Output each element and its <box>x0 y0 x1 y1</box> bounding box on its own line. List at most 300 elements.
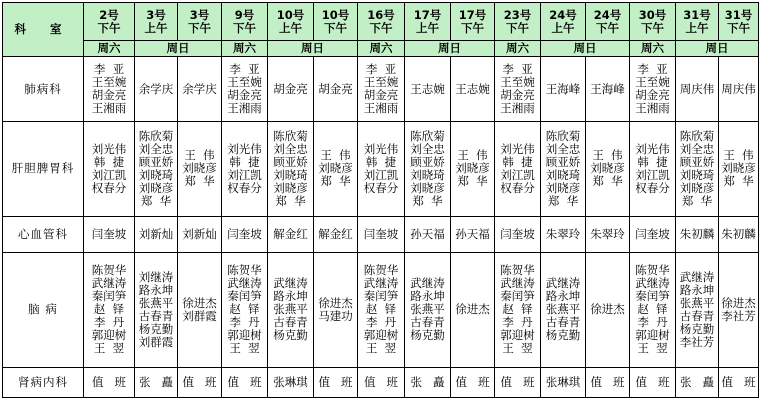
slot-header <box>222 3 268 41</box>
doctor-name: 王湘雨 <box>91 101 127 116</box>
doctor-name: 顾亚娇 <box>410 154 445 169</box>
doctor-name: 郑 华 <box>457 174 488 189</box>
doctor-name: 李 丹 <box>229 315 260 330</box>
doctor-name: 刘全忠 <box>273 141 308 156</box>
slot-date: 3号 <box>146 7 166 22</box>
slot-header <box>495 3 541 41</box>
doctor-name: 刘晓彦 <box>545 180 581 195</box>
slot-half: 上午 <box>416 20 439 35</box>
doctor-name: 余学庆 <box>138 81 174 96</box>
doctor-name: 武继涛 <box>545 276 581 291</box>
duty-cell <box>358 367 405 397</box>
doctor-name: 刘江凯 <box>500 167 535 182</box>
doctor-name: 杨克勤 <box>410 328 445 343</box>
duty-cell <box>222 216 268 252</box>
duty-cell <box>719 216 759 252</box>
slot-header <box>178 3 222 41</box>
doctor-name: 胡金亮 <box>273 81 308 96</box>
duty-cell <box>84 121 135 216</box>
duty-cell <box>84 252 135 367</box>
doctor-name: 刘晓琦 <box>138 167 174 182</box>
slot-half: 下午 <box>369 20 393 35</box>
duty-cell <box>719 121 759 216</box>
slot-date: 17号 <box>458 7 487 22</box>
dept-row <box>3 121 759 216</box>
doctor-name: 刘晓彦 <box>679 180 715 195</box>
header-slot-row <box>3 3 759 41</box>
doctor-name: 刘晓琦 <box>273 167 308 182</box>
day-header: 周日 <box>676 41 759 57</box>
slot-date: 16号 <box>367 7 395 22</box>
doctor-name: 刘群霞 <box>182 308 217 323</box>
duty-cell <box>84 57 135 121</box>
doctor-name: 郑 华 <box>723 174 754 189</box>
duty-cell <box>676 121 719 216</box>
doctor-name: 陈贺华 <box>500 263 535 278</box>
doctor-name: 赵 铎 <box>229 302 260 317</box>
doctor-name: 刘江凯 <box>91 167 127 182</box>
slot-date: 2号 <box>99 7 119 22</box>
doctor-name: 刘晓彦 <box>182 161 217 176</box>
duty-cell <box>586 57 630 121</box>
doctor-name: 刘光伟 <box>363 141 399 156</box>
doctor-name: 值 班 <box>590 374 625 389</box>
doctor-name: 古春青 <box>138 308 174 323</box>
doctor-name: 刘晓琦 <box>410 167 445 182</box>
doctor-name: 王 伟 <box>592 148 623 163</box>
doctor-name: 古春青 <box>273 315 308 330</box>
slot-header <box>268 3 314 41</box>
slot-header <box>586 3 630 41</box>
doctor-name: 张 矗 <box>410 374 445 389</box>
doctor-name: 古春青 <box>545 315 581 330</box>
doctor-name: 郑 华 <box>184 174 215 189</box>
duty-cell <box>222 57 268 121</box>
doctor-name: 朱初麟 <box>721 226 756 241</box>
doctor-name: 郑 华 <box>547 193 579 208</box>
duty-cell <box>84 216 135 252</box>
slot-half: 上午 <box>279 20 302 35</box>
dept-name: 脑 病 <box>3 252 84 367</box>
duty-cell <box>314 216 358 252</box>
doctor-name: 李社芳 <box>721 308 756 323</box>
duty-cell <box>495 367 541 397</box>
doctor-name: 李 丹 <box>365 315 397 330</box>
doctor-name: 胡金亮 <box>227 88 262 103</box>
doctor-name: 刘群霞 <box>138 334 174 349</box>
day-header: 周日 <box>405 41 495 57</box>
doctor-name: 郭迎树 <box>227 328 262 343</box>
doctor-name: 值 班 <box>455 374 490 389</box>
doctor-name: 刘新灿 <box>138 226 174 241</box>
doctor-name: 郭迎树 <box>91 328 127 343</box>
doctor-name: 李 丹 <box>637 315 668 330</box>
doctor-name: 刘全忠 <box>679 141 715 156</box>
doctor-name: 王志婉 <box>410 81 445 96</box>
slot-date: 10号 <box>276 7 305 22</box>
duty-cell <box>135 57 178 121</box>
doctor-name: 刘光伟 <box>227 141 262 156</box>
doctor-name: 值 班 <box>182 374 217 389</box>
doctor-name: 李 亚 <box>229 62 260 77</box>
doctor-name: 权春分 <box>635 180 670 195</box>
doctor-name: 闫奎坡 <box>500 226 535 241</box>
doctor-name: 张琳琪 <box>545 374 581 389</box>
doctor-name: 韩 捷 <box>637 154 668 169</box>
dept-row <box>3 216 759 252</box>
slot-date: 31号 <box>683 7 711 22</box>
slot-half: 下午 <box>233 20 256 35</box>
doctor-name: 王 翌 <box>93 341 125 356</box>
slot-header <box>541 3 586 41</box>
duty-cell <box>268 367 314 397</box>
slot-header <box>405 3 451 41</box>
doctor-name: 胡金亮 <box>318 81 353 96</box>
duty-cell <box>451 121 495 216</box>
doctor-name: 闫奎坡 <box>227 226 262 241</box>
duty-cell <box>541 121 586 216</box>
duty-cell <box>586 121 630 216</box>
doctor-name: 刘光伟 <box>500 141 535 156</box>
duty-cell <box>541 57 586 121</box>
dept-name: 肾病内科 <box>3 367 84 397</box>
doctor-name: 王至婉 <box>635 75 670 90</box>
doctor-name: 杨克勤 <box>138 321 174 336</box>
doctor-name: 权春分 <box>91 180 127 195</box>
duty-cell <box>314 121 358 216</box>
duty-cell <box>314 252 358 367</box>
duty-cell <box>451 57 495 121</box>
duty-cell <box>135 367 178 397</box>
duty-cell <box>451 252 495 367</box>
day-header: 周六 <box>222 41 268 57</box>
doctor-name: 陈欣菊 <box>679 128 715 143</box>
doctor-name: 王 伟 <box>457 148 488 163</box>
duty-cell <box>268 121 314 216</box>
doctor-name: 徐进杰 <box>455 302 490 317</box>
duty-cell <box>719 252 759 367</box>
duty-cell <box>541 252 586 367</box>
doctor-name: 刘全忠 <box>545 141 581 156</box>
slot-header <box>630 3 676 41</box>
doctor-name: 王 伟 <box>723 148 754 163</box>
slot-date: 30号 <box>638 7 667 22</box>
doctor-name: 王 翌 <box>365 341 397 356</box>
duty-cell <box>135 252 178 367</box>
doctor-name: 刘江凯 <box>635 167 670 182</box>
dept-row <box>3 252 759 367</box>
doctor-name: 陈贺华 <box>635 263 670 278</box>
duty-cell <box>135 216 178 252</box>
day-header: 周日 <box>135 41 222 57</box>
slot-header <box>451 3 495 41</box>
doctor-name: 刘光伟 <box>91 141 127 156</box>
doctor-name: 李 丹 <box>93 315 125 330</box>
doctor-name: 刘全忠 <box>138 141 174 156</box>
slot-date: 9号 <box>234 7 255 22</box>
slot-half: 下午 <box>97 20 121 35</box>
slot-date: 10号 <box>321 7 350 22</box>
doctor-name: 张燕平 <box>273 302 308 317</box>
doctor-name: 权春分 <box>227 180 262 195</box>
doctor-name: 王 翌 <box>229 341 260 356</box>
duty-cell <box>676 57 719 121</box>
doctor-name: 郑 华 <box>320 174 351 189</box>
duty-cell <box>222 367 268 397</box>
doctor-name: 胡金亮 <box>500 88 535 103</box>
doctor-name: 刘晓彦 <box>138 180 174 195</box>
doctor-name: 解金红 <box>273 226 308 241</box>
duty-cell <box>358 252 405 367</box>
doctor-name: 孙天福 <box>410 226 445 241</box>
doctor-name: 刘晓彦 <box>410 180 445 195</box>
doctor-name: 李 亚 <box>93 62 125 77</box>
doctor-name: 郑 华 <box>412 193 443 208</box>
duty-cell <box>314 367 358 397</box>
slot-header <box>84 3 135 41</box>
duty-cell <box>268 252 314 367</box>
doctor-name: 徐进杰 <box>721 295 756 310</box>
doctor-name: 李 亚 <box>365 62 397 77</box>
doctor-name: 王湘雨 <box>227 101 262 116</box>
slot-header <box>676 3 719 41</box>
doctor-name: 武继涛 <box>273 276 308 291</box>
doctor-name: 陈欣菊 <box>138 128 174 143</box>
doctor-name: 周庆伟 <box>721 81 756 96</box>
doctor-name: 郑 华 <box>140 193 172 208</box>
duty-cell <box>586 252 630 367</box>
doctor-name: 朱翠玲 <box>545 226 581 241</box>
doctor-name: 杨克勤 <box>679 321 715 336</box>
duty-cell <box>178 57 222 121</box>
doctor-name: 刘江凯 <box>227 167 262 182</box>
doctor-name: 李 丹 <box>502 315 533 330</box>
duty-cell <box>268 216 314 252</box>
slot-date: 23号 <box>503 7 532 22</box>
doctor-name: 郭迎树 <box>500 328 535 343</box>
doctor-name: 刘晓彦 <box>721 161 756 176</box>
slot-half: 下午 <box>727 20 750 35</box>
doctor-name: 刘晓彦 <box>318 161 353 176</box>
doctor-name: 武继涛 <box>227 276 262 291</box>
doctor-name: 李 亚 <box>502 62 533 77</box>
slot-half: 上午 <box>144 20 168 35</box>
slot-half: 下午 <box>641 20 664 35</box>
slot-header <box>135 3 178 41</box>
duty-cell <box>541 367 586 397</box>
dept-name: 心血管科 <box>3 216 84 252</box>
duty-cell <box>719 367 759 397</box>
duty-cell <box>495 121 541 216</box>
doctor-name: 陈欣菊 <box>545 128 581 143</box>
day-header: 周六 <box>84 41 135 57</box>
doctor-name: 赵 铎 <box>502 302 533 317</box>
doctor-name: 刘光伟 <box>635 141 670 156</box>
doctor-name: 王至婉 <box>227 75 262 90</box>
doctor-name: 刘全忠 <box>410 141 445 156</box>
duty-cell <box>84 367 135 397</box>
doctor-name: 王湘雨 <box>635 101 670 116</box>
doctor-name: 王至婉 <box>363 75 399 90</box>
doctor-name: 马建功 <box>318 308 353 323</box>
duty-cell <box>222 121 268 216</box>
doctor-name: 秦闰笋 <box>91 289 127 304</box>
duty-cell <box>676 367 719 397</box>
doctor-name: 值 班 <box>721 374 756 389</box>
doctor-name: 朱初麟 <box>679 226 715 241</box>
doctor-name: 顾亚娇 <box>679 154 715 169</box>
doctor-name: 王 翌 <box>502 341 533 356</box>
doctor-name: 权春分 <box>363 180 399 195</box>
doctor-name: 王至婉 <box>91 75 127 90</box>
day-header: 周日 <box>541 41 630 57</box>
doctor-name: 李 亚 <box>637 62 668 77</box>
doctor-name: 韩 捷 <box>229 154 260 169</box>
doctor-name: 朱翠玲 <box>590 226 625 241</box>
duty-cell <box>358 216 405 252</box>
doctor-name: 古春青 <box>410 315 445 330</box>
slot-half: 下午 <box>506 20 529 35</box>
duty-cell <box>135 121 178 216</box>
doctor-name: 陈欣菊 <box>410 128 445 143</box>
slot-header <box>358 3 405 41</box>
doctor-name: 顾亚娇 <box>138 154 174 169</box>
doctor-name: 赵 铎 <box>365 302 397 317</box>
doctor-name: 武继涛 <box>91 276 127 291</box>
doctor-name: 王志婉 <box>455 81 490 96</box>
duty-schedule-table <box>2 2 759 398</box>
duty-cell <box>405 252 451 367</box>
slot-date: 17号 <box>413 7 442 22</box>
doctor-name: 刘晓琦 <box>679 167 715 182</box>
duty-cell <box>178 216 222 252</box>
doctor-name: 陈贺华 <box>363 263 399 278</box>
slot-date: 31号 <box>724 7 753 22</box>
duty-cell <box>405 57 451 121</box>
doctor-name: 路永坤 <box>138 282 174 297</box>
doctor-name: 徐进杰 <box>590 302 625 317</box>
doctor-name: 值 班 <box>500 374 535 389</box>
doctor-name: 刘新灿 <box>182 226 217 241</box>
doctor-name: 秦闰笋 <box>635 289 670 304</box>
doctor-name: 秦闰笋 <box>363 289 399 304</box>
slot-half: 上午 <box>685 20 709 35</box>
duty-cell <box>405 121 451 216</box>
duty-cell <box>495 216 541 252</box>
doctor-name: 武继涛 <box>635 276 670 291</box>
doctor-name: 张燕平 <box>545 302 581 317</box>
doctor-name: 周庆伟 <box>679 81 715 96</box>
duty-cell <box>630 367 676 397</box>
slot-date: 24号 <box>549 7 577 22</box>
doctor-name: 赵 铎 <box>93 302 125 317</box>
duty-cell <box>630 216 676 252</box>
day-header: 周日 <box>268 41 358 57</box>
doctor-name: 郑 华 <box>275 193 306 208</box>
doctor-name: 秦闰笋 <box>500 289 535 304</box>
dept-header: 科 室 <box>3 3 84 57</box>
doctor-name: 陈欣菊 <box>273 128 308 143</box>
duty-cell <box>178 121 222 216</box>
doctor-name: 顾亚娇 <box>545 154 581 169</box>
doctor-name: 郑 华 <box>592 174 623 189</box>
doctor-name: 路永坤 <box>679 282 715 297</box>
doctor-name: 郭迎树 <box>635 328 670 343</box>
doctor-name: 古春青 <box>679 308 715 323</box>
doctor-name: 刘江凯 <box>363 167 399 182</box>
slot-half: 上午 <box>551 20 575 35</box>
duty-cell <box>495 57 541 121</box>
slot-date: 24号 <box>593 7 622 22</box>
doctor-name: 孙天福 <box>455 226 490 241</box>
duty-cell <box>630 57 676 121</box>
doctor-name: 赵 铎 <box>637 302 668 317</box>
doctor-name: 武继涛 <box>679 269 715 284</box>
doctor-name: 刘晓彦 <box>273 180 308 195</box>
doctor-name: 武继涛 <box>363 276 399 291</box>
slot-half: 下午 <box>324 20 347 35</box>
doctor-name: 路永坤 <box>273 289 308 304</box>
doctor-name: 郭迎树 <box>363 328 399 343</box>
doctor-name: 胡金亮 <box>363 88 399 103</box>
doctor-name: 值 班 <box>318 374 353 389</box>
slot-half: 下午 <box>461 20 484 35</box>
doctor-name: 王至婉 <box>500 75 535 90</box>
doctor-name: 陈贺华 <box>91 263 127 278</box>
duty-cell <box>451 216 495 252</box>
doctor-name: 王 翌 <box>637 341 668 356</box>
doctor-name: 王海峰 <box>590 81 625 96</box>
doctor-name: 武继涛 <box>500 276 535 291</box>
header-day-row <box>3 41 759 57</box>
duty-cell <box>630 252 676 367</box>
doctor-name: 徐进杰 <box>182 295 217 310</box>
doctor-name: 刘晓彦 <box>455 161 490 176</box>
duty-cell <box>676 216 719 252</box>
duty-cell <box>630 121 676 216</box>
slot-header <box>314 3 358 41</box>
doctor-name: 王湘雨 <box>500 101 535 116</box>
doctor-name: 路永坤 <box>545 289 581 304</box>
doctor-name: 闫奎坡 <box>635 226 670 241</box>
slot-half: 下午 <box>596 20 619 35</box>
doctor-name: 王湘雨 <box>363 101 399 116</box>
doctor-name: 值 班 <box>92 374 126 389</box>
duty-cell <box>314 57 358 121</box>
doctor-name: 路永坤 <box>410 289 445 304</box>
doctor-name: 权春分 <box>500 180 535 195</box>
duty-cell <box>586 216 630 252</box>
duty-cell <box>178 367 222 397</box>
doctor-name: 王海峰 <box>545 81 581 96</box>
day-header: 周六 <box>495 41 541 57</box>
duty-cell <box>268 57 314 121</box>
doctor-name: 徐进杰 <box>318 295 353 310</box>
slot-half: 下午 <box>188 20 211 35</box>
duty-cell <box>541 216 586 252</box>
day-header: 周六 <box>630 41 676 57</box>
duty-cell <box>676 252 719 367</box>
dept-name: 肺病科 <box>3 57 84 121</box>
doctor-name: 张琳琪 <box>273 374 308 389</box>
doctor-name: 刘继涛 <box>138 269 174 284</box>
doctor-name: 李社芳 <box>679 334 715 349</box>
doctor-name: 张燕平 <box>410 302 445 317</box>
doctor-name: 余学庆 <box>182 81 217 96</box>
duty-cell <box>405 367 451 397</box>
day-header: 周六 <box>358 41 405 57</box>
doctor-name: 韩 捷 <box>502 154 533 169</box>
